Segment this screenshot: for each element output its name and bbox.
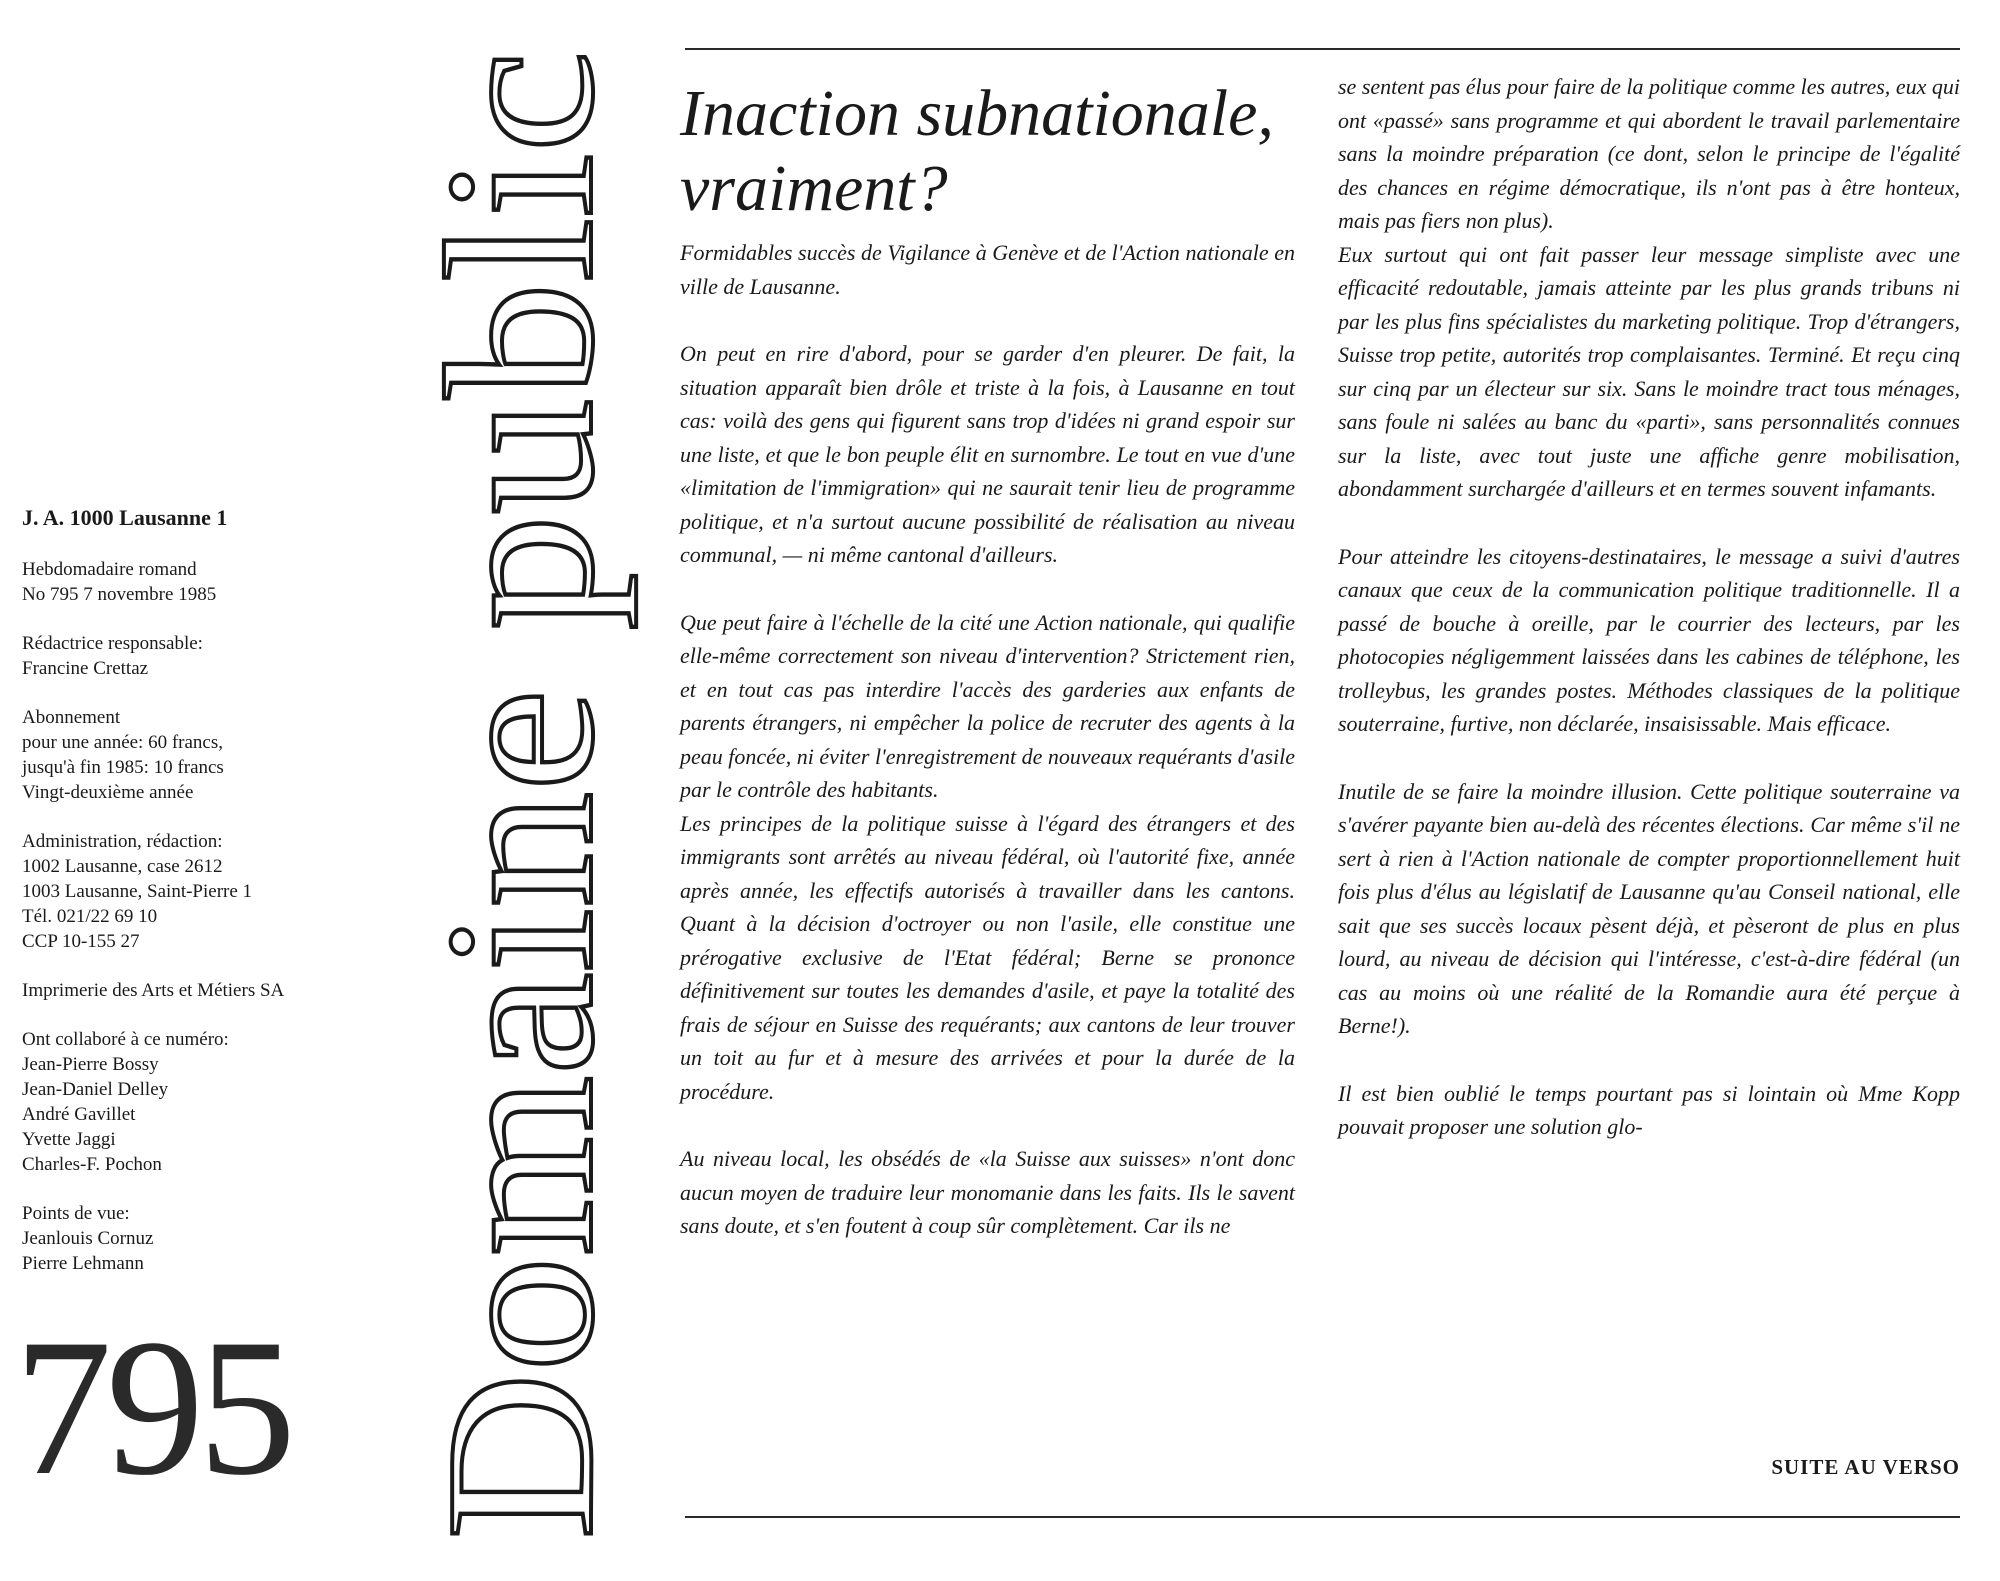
viewpoint-author: Jeanlouis Cornuz [22, 1228, 154, 1249]
contributors-label: Ont collaboré à ce numéro: [22, 1029, 229, 1050]
contributor-name: André Gavillet [22, 1104, 136, 1125]
contributor-name: Charles-F. Pochon [22, 1154, 162, 1175]
viewpoints [22, 1201, 362, 1276]
article-headline: Inaction subnationale, vraiment? [680, 77, 1274, 225]
top-rule [685, 48, 1960, 50]
ccp-line: CCP 10-155 27 [22, 931, 140, 952]
printer-info [22, 978, 362, 1003]
article-column-2 [1338, 70, 1960, 1144]
editor-info [22, 631, 362, 681]
phone-line: Tél. 021/22 69 10 [22, 906, 158, 927]
address-line: 1003 Lausanne, Saint-Pierre 1 [22, 881, 253, 902]
article-paragraph: Que peut faire à l'échelle de la cité une Action nationale, qui qualifie elle-même correctement son niveau d'intervention? Strictement rien, et en tout cas pas interdire l'accès des garderies aux enfants de parents étrangers, ni empêcher la police de recruter des agents à la peau foncée, ni éviter l'enregistrement de nouveaux requérants d'asile par le contrôle des habitants. [680, 609, 1295, 802]
contributor-name: Yvette Jaggi [22, 1129, 116, 1150]
contributor-name: Jean-Daniel Delley [22, 1079, 169, 1100]
article-paragraph: Eux surtout qui ont fait passer leur message simpliste avec une efficacité redoutable, jamais atteinte par les plus grands tribuns ni par les plus fins spécialistes du marketing politique. Trop d'étrangers, Suisse trop petite, autorités trop complaisantes. Terminé. Et reçu cinq sur cinq par un électeur sur six. Sans le moindre tract tous ménages, sans foule ni salées au banc du «parti», sans personnalités connues sur la liste, avec tout juste une affiche genre mobilisation, abondamment surchargée d'ailleurs et en termes souvent infamants. [1338, 241, 1960, 501]
issue-date: No 795 7 novembre 1985 [22, 584, 217, 605]
colophon [22, 505, 362, 1300]
article-paragraph: Inutile de se faire la moindre illusion. Cette politique souterraine va s'avérer payante bien au-delà des récentes élections. Car même s'il ne sert à rien à l'Action nationale de compter proportionnellement huit fois plus d'élus au législatif de Lausanne qu'au Conseil national, elle sait que ses succès locaux pèsent déjà, et pèseront de plus en plus lourd, au niveau de décision qui l'intéresse, c'est-à-dire fédéral (un cas au moins où une réalité de la Romandie aura été perçue à Berne!). [1338, 778, 1960, 1038]
subscription-line: pour une année: 60 francs, [22, 732, 224, 753]
bottom-rule [685, 1516, 1960, 1518]
masthead [395, 40, 637, 1540]
article-lead: Formidables succès de Vigilance à Genève et de l'Action nationale en ville de Lausanne. [680, 240, 1295, 299]
viewpoints-label: Points de vue: [22, 1203, 130, 1224]
article-column-1 [680, 236, 1295, 1243]
postal-code-line: J. A. 1000 Lausanne 1 [22, 505, 228, 530]
article-paragraph: Il est bien oublié le temps pourtant pas si lointain où Mme Kopp pouvait proposer une solution glo- [1338, 1080, 1960, 1139]
subscription-info [22, 705, 362, 805]
article-paragraph: Au niveau local, les obsédés de «la Suisse aux suisses» n'ont donc aucun moyen de traduire leur monomanie dans les faits. Ils le savent sans doute, et s'en foutent à coup sûr complètement. Car ils ne [680, 1146, 1295, 1238]
printer-name: Imprimerie des Arts et Métiers SA [22, 980, 285, 1001]
article-paragraph: On peut en rire d'abord, pour se garder d'en pleurer. De fait, la situation apparaît bien drôle et triste à la fois, à Lausanne en tout cas: voilà des gens qui figurent sans trop d'idées ni grand espoir sur une liste, et que le bon peuple élit en surnombre. Le tout en vue d'une «limitation de l'immigration» qui ne saurait tenir lieu de programme politique, et n'a surtout aucune possibilité de réalisation au niveau communal, — ni même cantonal d'ailleurs. [680, 341, 1295, 567]
publication-type: Hebdomadaire romand [22, 559, 197, 580]
contributor-name: Jean-Pierre Bossy [22, 1054, 159, 1075]
masthead-graphic [395, 40, 637, 1540]
masthead-title: Domaine public [402, 180, 637, 1540]
administration-info [22, 829, 362, 954]
article-paragraph: Les principes de la politique suisse à l'égard des étrangers et des immigrants sont arrêtés au niveau fédéral, où l'autorité fixe, année après année, les effectifs autorisés à travailler dans les cantons. Quant à la décision d'octroyer ou non l'asile, elle constitue une prérogative exclusive de l'Etat fédéral; Berne se prononce définitivement sur toutes les demandes d'asile, et paye la totalité des frais de séjour en Suisse des requérants; aux cantons de leur trouver un toit au fur et à mesure des arrivées et pour la durée de la procédure. [680, 810, 1295, 1104]
editor-name: Francine Crettaz [22, 658, 149, 679]
editor-label: Rédactrice responsable: [22, 633, 203, 654]
subscription-line: jusqu'à fin 1985: 10 francs [22, 757, 224, 778]
subscription-year: Vingt-deuxième année [22, 782, 194, 803]
article-paragraph: se sentent pas élus pour faire de la politique comme les autres, eux qui ont «passé» sans programme et qui abordent le travail parlementaire sans la moindre préparation (ce dont, selon le principe de l'égalité des chances en régime démocratique, ils n'ont pas à être honteux, mais pas fiers non plus). [1338, 74, 1960, 233]
publication-info [22, 557, 362, 607]
continued-overleaf: SUITE AU VERSO [1771, 1455, 1960, 1479]
contributors [22, 1027, 362, 1177]
issue-number: 795 [14, 1299, 290, 1516]
address-line: 1002 Lausanne, case 2612 [22, 856, 223, 877]
administration-label: Administration, rédaction: [22, 831, 223, 852]
subscription-label: Abonnement [22, 707, 121, 728]
article-paragraph: Pour atteindre les citoyens-destinataires, le message a suivi d'autres canaux que ceux de la communication politique traditionnelle. Il a passé de bouche à oreille, par le courrier des lecteurs, par les photocopies négligemment laissées dans les cabines de téléphone, les trolleybus, les grandes postes. Méthodes classiques de la politique souterraine, furtive, non déclarée, insaisissable. Mais efficace. [1338, 543, 1960, 736]
viewpoint-author: Pierre Lehmann [22, 1253, 144, 1274]
